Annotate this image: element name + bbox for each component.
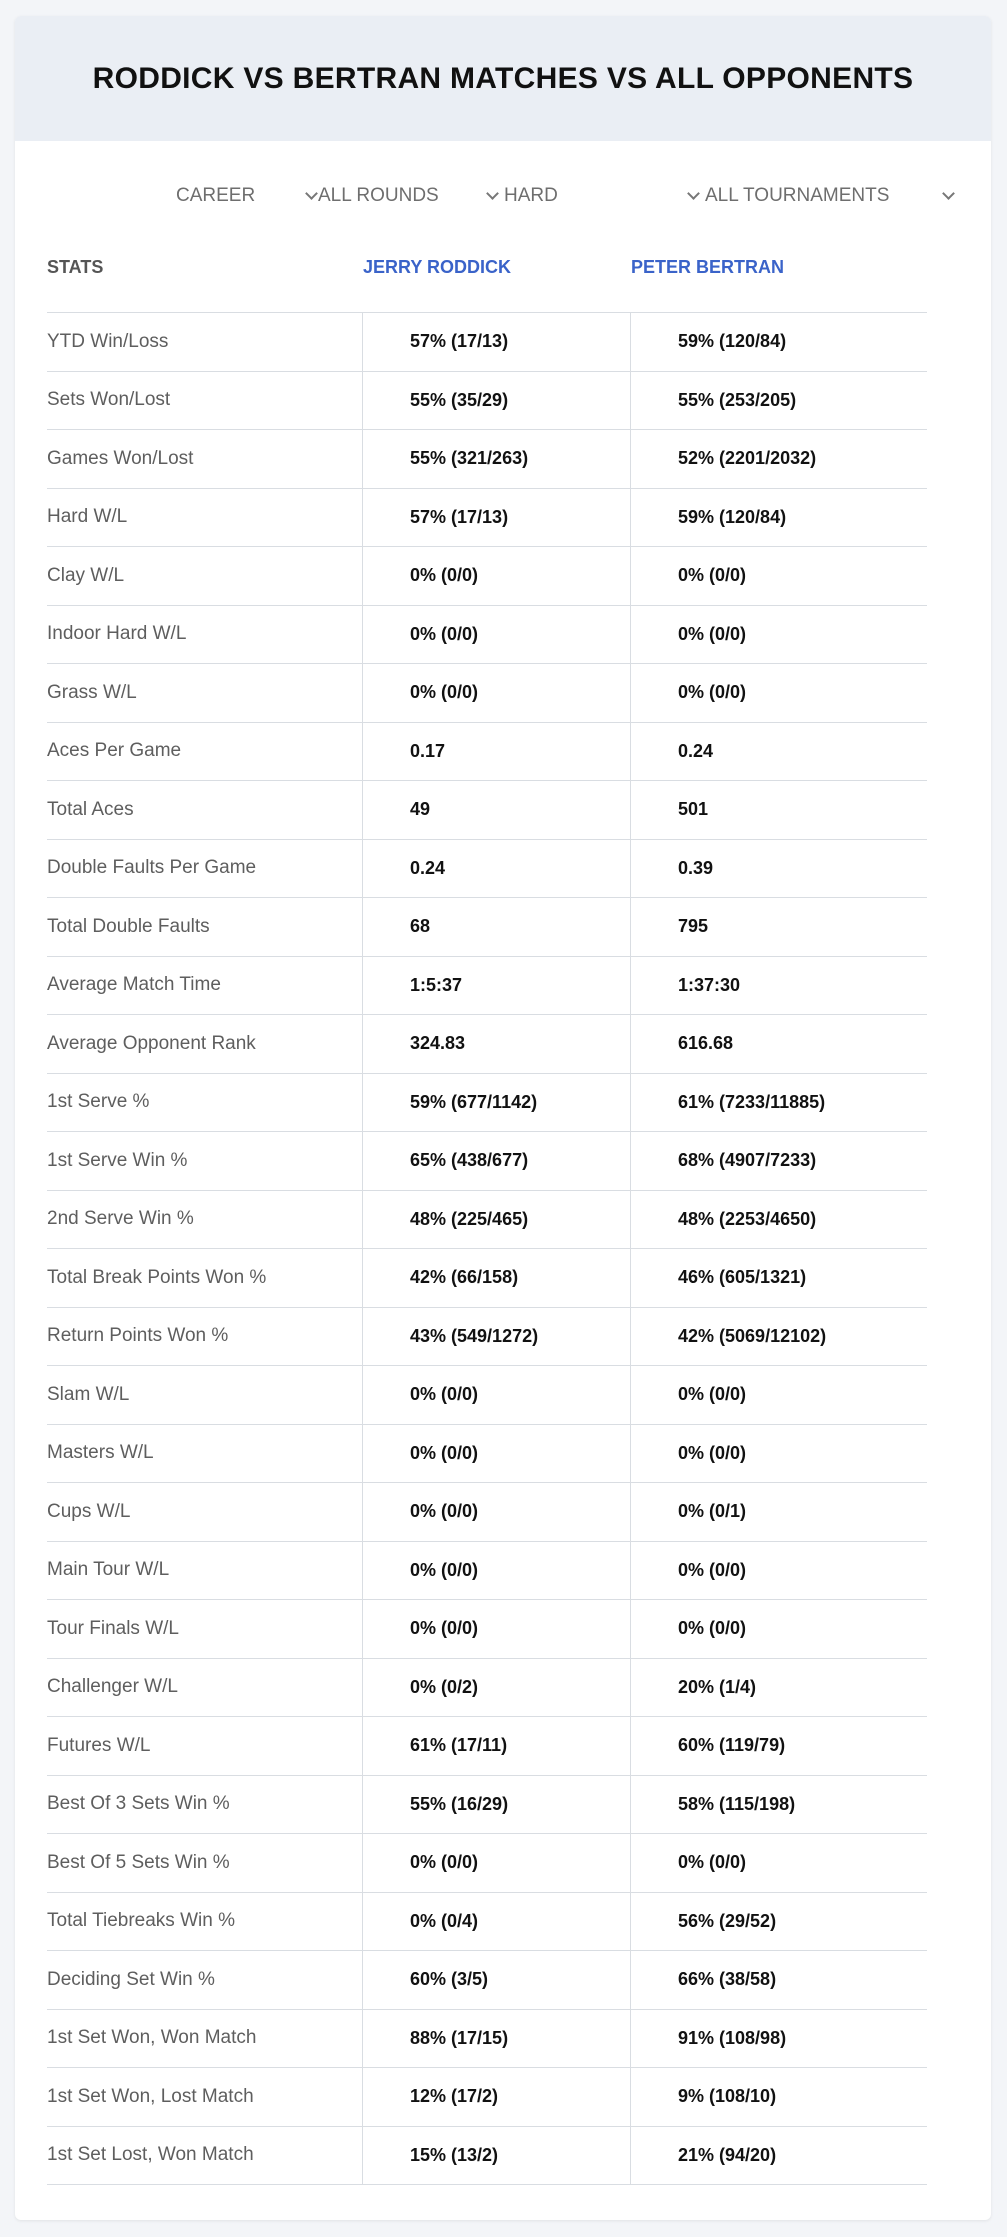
table-row — [47, 723, 927, 782]
player2-value: 0% (0/0) — [678, 1442, 747, 1463]
table-row — [47, 1776, 927, 1835]
table-row — [47, 2127, 927, 2186]
stat-label: 2nd Serve Win % — [47, 1191, 363, 1249]
player1-value: 0.24 — [363, 840, 631, 898]
player2-value: 56% (29/52) — [678, 1910, 777, 1931]
page-title: RODDICK VS BERTRAN MATCHES VS ALL OPPONENTS — [92, 61, 914, 95]
table-row — [47, 1015, 927, 1074]
player1-value: 55% (321/263) — [363, 430, 631, 488]
column-header-player1[interactable]: JERRY RODDICK — [363, 257, 512, 277]
player1-value: 324.83 — [363, 1015, 631, 1073]
player1-value: 49 — [363, 781, 631, 839]
period-select[interactable] — [176, 181, 319, 211]
stat-label: 1st Serve % — [47, 1074, 363, 1132]
stat-label: Futures W/L — [47, 1717, 363, 1775]
table-row — [47, 313, 927, 372]
stats-table — [47, 223, 927, 2185]
player2-value: 0% (0/0) — [678, 1852, 747, 1873]
stat-label: Deciding Set Win % — [47, 1951, 363, 2009]
stat-label: Total Tiebreaks Win % — [47, 1893, 363, 1951]
table-row — [47, 1659, 927, 1718]
stat-label: Total Break Points Won % — [47, 1249, 363, 1307]
chevron-down-icon — [687, 187, 700, 200]
stat-label: Best Of 3 Sets Win % — [47, 1776, 363, 1834]
player2-value: 0% (0/0) — [678, 623, 747, 644]
player1-value: 0% (0/0) — [363, 664, 631, 722]
stat-label: 1st Set Won, Lost Match — [47, 2068, 363, 2126]
stat-label: Total Double Faults — [47, 898, 363, 956]
player1-value: 43% (549/1272) — [363, 1308, 631, 1366]
player2-value: 61% (7233/11885) — [678, 1091, 826, 1112]
player1-value: 15% (13/2) — [363, 2127, 631, 2185]
player2-value: 9% (108/10) — [678, 2086, 777, 2107]
player2-value: 58% (115/198) — [678, 1793, 796, 1814]
stat-label: Challenger W/L — [47, 1659, 363, 1717]
player1-value: 0% (0/0) — [363, 1425, 631, 1483]
player2-value: 21% (94/20) — [678, 2144, 777, 2165]
player1-value: 61% (17/11) — [363, 1717, 631, 1775]
player1-value: 0% (0/0) — [363, 1542, 631, 1600]
player2-value: 55% (253/205) — [678, 389, 797, 410]
player2-value: 0% (0/0) — [678, 565, 747, 586]
stat-label: 1st Set Lost, Won Match — [47, 2127, 363, 2185]
table-row — [47, 1483, 927, 1542]
player2-value: 616.68 — [678, 1033, 734, 1054]
player2-value: 0.24 — [678, 740, 714, 761]
stat-label: Slam W/L — [47, 1366, 363, 1424]
player2-value: 46% (605/1321) — [678, 1267, 807, 1288]
table-row — [47, 372, 927, 431]
tournament-select-value: ALL TOURNAMENTS — [705, 185, 890, 206]
table-row — [47, 489, 927, 548]
table-row — [47, 1951, 927, 2010]
player2-value: 42% (5069/12102) — [678, 1325, 827, 1346]
table-row — [47, 1366, 927, 1425]
table-row — [47, 1074, 927, 1133]
stat-label: Average Opponent Rank — [47, 1015, 363, 1073]
player1-value: 1:5:37 — [363, 957, 631, 1015]
stat-label: 1st Set Won, Won Match — [47, 2010, 363, 2068]
table-row — [47, 1191, 927, 1250]
chevron-down-icon — [942, 187, 955, 200]
player1-value: 55% (16/29) — [363, 1776, 631, 1834]
player1-value: 48% (225/465) — [363, 1191, 631, 1249]
player2-value: 0% (0/0) — [678, 1618, 747, 1639]
player1-value: 88% (17/15) — [363, 2010, 631, 2068]
stat-label: Main Tour W/L — [47, 1542, 363, 1600]
table-row — [47, 1834, 927, 1893]
player1-value: 0% (0/0) — [363, 1366, 631, 1424]
stat-label: Grass W/L — [47, 664, 363, 722]
player1-value: 0% (0/2) — [363, 1659, 631, 1717]
stat-label: Clay W/L — [47, 547, 363, 605]
column-header-stats: STATS — [47, 257, 104, 277]
player1-value: 0% (0/0) — [363, 1483, 631, 1541]
player1-value: 59% (677/1142) — [363, 1074, 631, 1132]
player2-value: 1:37:30 — [678, 974, 741, 995]
table-row — [47, 840, 927, 899]
player1-value: 0% (0/0) — [363, 547, 631, 605]
player2-value: 0% (0/0) — [678, 1559, 747, 1580]
player1-value: 12% (17/2) — [363, 2068, 631, 2126]
stat-label: Aces Per Game — [47, 723, 363, 781]
player2-value: 68% (4907/7233) — [678, 1150, 817, 1171]
player2-value: 52% (2201/2032) — [678, 448, 817, 469]
table-row — [47, 430, 927, 489]
table-row — [47, 1600, 927, 1659]
stat-label: Sets Won/Lost — [47, 372, 363, 430]
stat-label: Double Faults Per Game — [47, 840, 363, 898]
stat-label: Cups W/L — [47, 1483, 363, 1541]
player1-value: 0.17 — [363, 723, 631, 781]
player2-value: 0% (0/0) — [678, 682, 747, 703]
table-row — [47, 606, 927, 665]
round-select[interactable] — [318, 181, 500, 211]
player1-value: 68 — [363, 898, 631, 956]
player2-value: 0.39 — [678, 857, 714, 878]
player1-value: 65% (438/677) — [363, 1132, 631, 1190]
player1-value: 42% (66/158) — [363, 1249, 631, 1307]
player2-value: 20% (1/4) — [678, 1676, 757, 1697]
player1-value: 57% (17/13) — [363, 489, 631, 547]
stat-label: Games Won/Lost — [47, 430, 363, 488]
stat-label: Masters W/L — [47, 1425, 363, 1483]
table-row — [47, 2068, 927, 2127]
stat-label: Tour Finals W/L — [47, 1600, 363, 1658]
table-row — [47, 898, 927, 957]
table-row — [47, 957, 927, 1016]
table-row — [47, 781, 927, 840]
player2-value: 91% (108/98) — [678, 2027, 787, 2048]
stat-label: Average Match Time — [47, 957, 363, 1015]
table-row — [47, 1425, 927, 1484]
player2-value: 59% (120/84) — [678, 506, 787, 527]
surface-select[interactable] — [504, 181, 701, 211]
round-select-value: ALL ROUNDS — [318, 185, 439, 206]
player2-value: 48% (2253/4650) — [678, 1208, 817, 1229]
tournament-select[interactable] — [705, 181, 956, 211]
stat-label: Best Of 5 Sets Win % — [47, 1834, 363, 1892]
player2-value: 0% (0/0) — [678, 1384, 747, 1405]
column-header-player2[interactable]: PETER BERTRAN — [631, 257, 785, 277]
chevron-down-icon — [486, 187, 499, 200]
player2-value: 59% (120/84) — [678, 331, 787, 352]
player2-value: 60% (119/79) — [678, 1735, 786, 1756]
table-row — [47, 1308, 927, 1367]
table-header — [47, 223, 927, 313]
period-select-value: CAREER — [176, 185, 256, 206]
stat-label: 1st Serve Win % — [47, 1132, 363, 1190]
table-row — [47, 2010, 927, 2069]
table-row — [47, 1893, 927, 1952]
table-row — [47, 1717, 927, 1776]
card-header — [15, 16, 991, 141]
player2-value: 501 — [678, 799, 709, 820]
stat-label: YTD Win/Loss — [47, 313, 363, 371]
player1-value: 0% (0/0) — [363, 1600, 631, 1658]
stat-label: Return Points Won % — [47, 1308, 363, 1366]
player2-value: 66% (38/58) — [678, 1969, 777, 1990]
surface-select-value: HARD — [504, 185, 558, 206]
table-row — [47, 547, 927, 606]
player1-value: 0% (0/4) — [363, 1893, 631, 1951]
table-row — [47, 1542, 927, 1601]
player1-value: 60% (3/5) — [363, 1951, 631, 2009]
chevron-down-icon — [305, 187, 318, 200]
table-row — [47, 664, 927, 723]
player1-value: 55% (35/29) — [363, 372, 631, 430]
player2-value: 0% (0/1) — [678, 1501, 747, 1522]
table-row — [47, 1132, 927, 1191]
stat-label: Hard W/L — [47, 489, 363, 547]
player1-value: 0% (0/0) — [363, 1834, 631, 1892]
stat-label: Total Aces — [47, 781, 363, 839]
table-row — [47, 1249, 927, 1308]
player1-value: 57% (17/13) — [363, 313, 631, 371]
stat-label: Indoor Hard W/L — [47, 606, 363, 664]
player2-value: 795 — [678, 916, 709, 937]
player1-value: 0% (0/0) — [363, 606, 631, 664]
table-body — [47, 313, 927, 2185]
